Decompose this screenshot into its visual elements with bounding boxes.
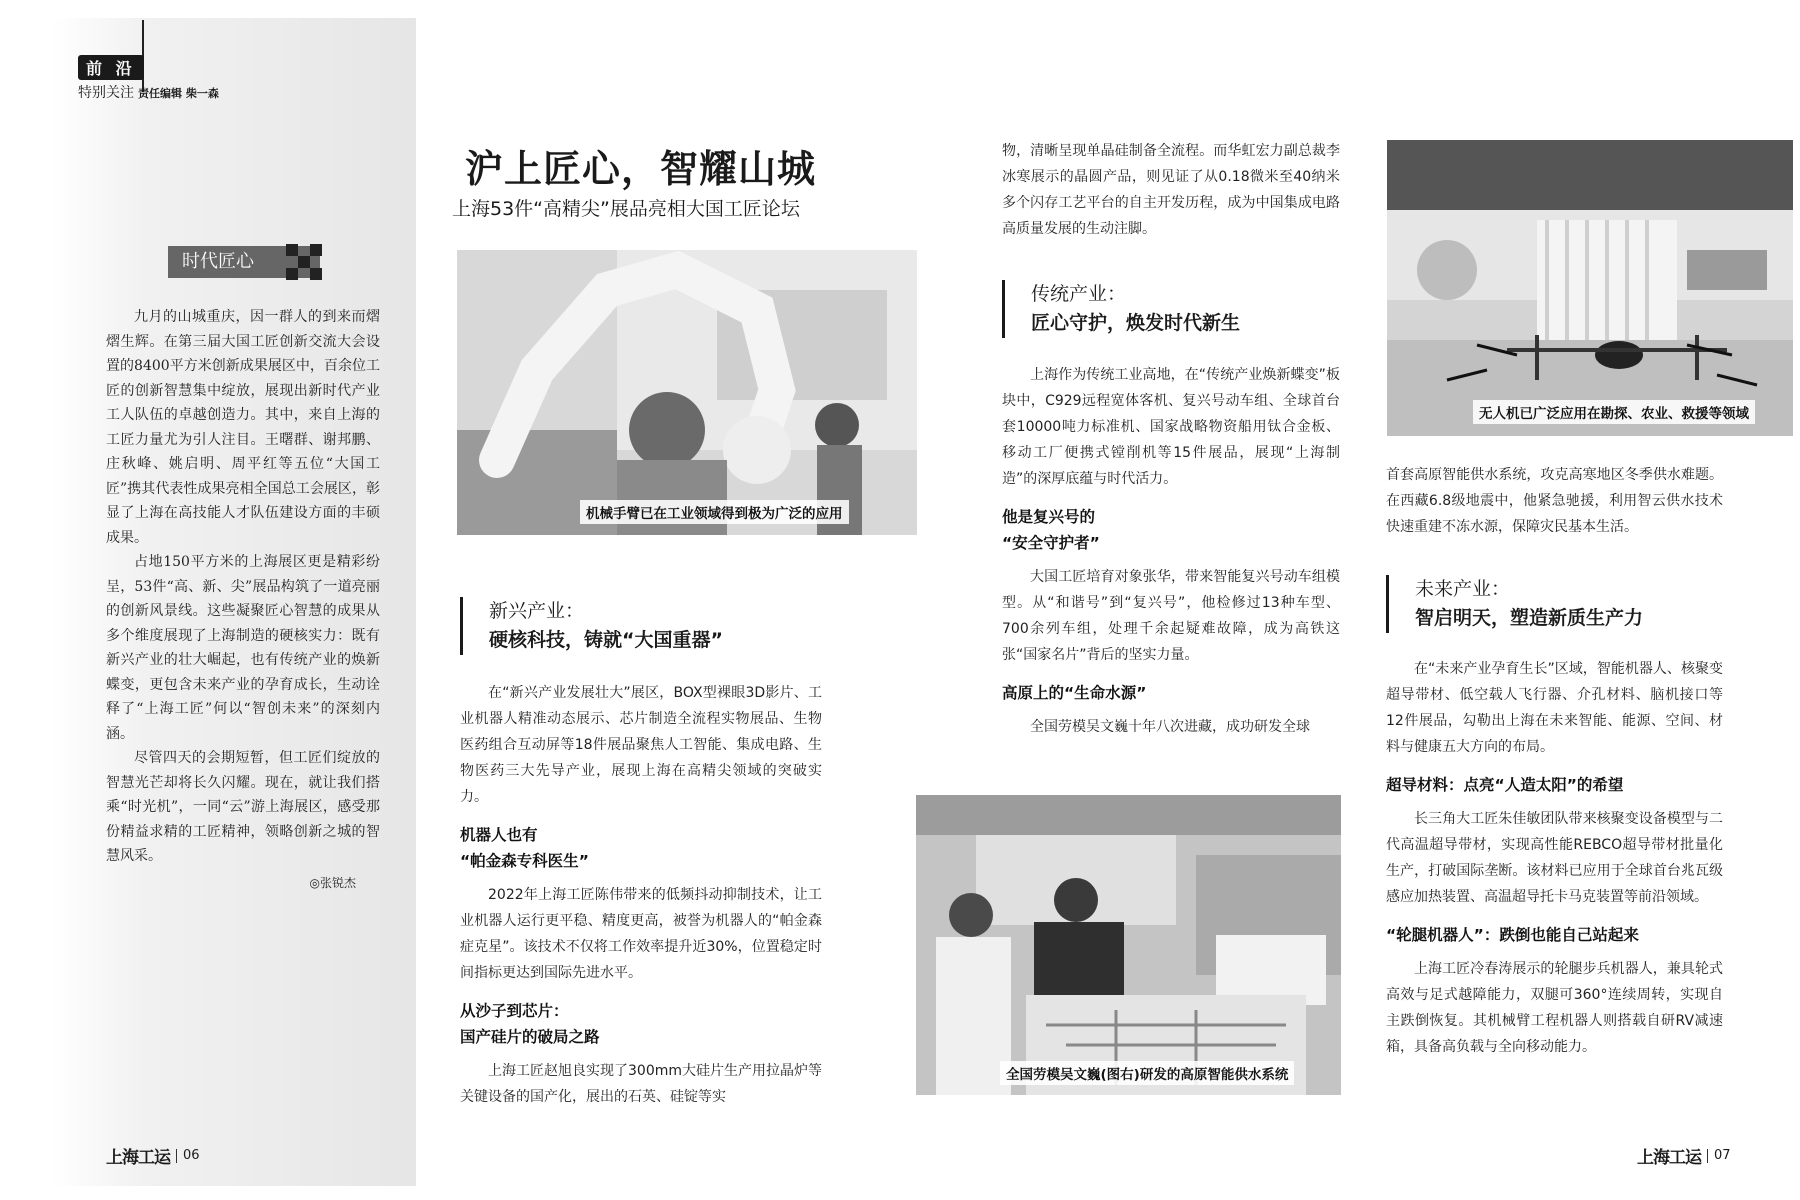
editor-credit: 责任编辑 柴一森 (138, 87, 219, 100)
body-paragraph: 在“未来产业孕育生长”区域，智能机器人、核聚变超导带材、低空载人飞行器、介孔材料、脑机接口等12件展品，勾勒出上海在未来智能、能源、空间、材料与健康五大方向的布局。 (1386, 661, 1723, 755)
body-paragraph: 上海工匠冷春涛展示的轮腿步兵机器人，兼具轮式高效与足式越障能力，双腿可360°连续周转，实现自主跌倒恢复。其机械臂工程机器人则搭载自研RV减速箱，具备高负载与全向移动能力。 (1386, 961, 1723, 1055)
column-middle-right (1002, 138, 1340, 242)
body-paragraph: 上海作为传统工业高地，在“传统产业焕新蝶变”板块中，C929远程宽体客机、复兴号动车组、全球首台套10000吨力标准机、国家战略物资船用钛合金板、移动工厂便携式镗削机等15件展品，展现“上海制造”的深厚底蕴与时代活力。 (1002, 367, 1340, 487)
page-number-right: 07 (1714, 1148, 1731, 1163)
column-middle-right-body (1002, 362, 1340, 740)
column-middle-left (460, 680, 822, 1110)
body-paragraph: 长三角大工匠朱佳敏团队带来核聚变设备模型与二代高温超导带材，实现高性能REBCO超导带材批量化生产，打破国际垄断。该材料已应用于全球首台兆瓦级感应加热装置、高温超导托卡马克装置等前沿领域。 (1386, 811, 1723, 905)
column-label-squares-icon (286, 244, 322, 280)
column-right-body (1386, 656, 1723, 1060)
subheading: 高原上的“生命水源” (1002, 684, 1147, 702)
article-title: 沪上匠心，智耀山城 (465, 146, 817, 191)
section-tag: 前 沿 (78, 55, 144, 80)
intro-column (106, 305, 380, 895)
drone-photo (1387, 140, 1793, 436)
magazine-logo: 上海工运 (1637, 1148, 1701, 1168)
drone-caption: 无人机已广泛应用在勘探、农业、救援等领域 (1473, 400, 1755, 424)
section-category: 特别关注 (78, 85, 134, 101)
section-heading-future: 未来产业： 智启明天，塑造新质生产力 (1386, 575, 1643, 633)
water-system-caption: 全国劳模吴文巍(图右)研发的高原智能供水系统 (1000, 1061, 1294, 1085)
subheading: 他是复兴号的 “安全守护者” (1002, 508, 1100, 552)
intro-paragraph: 尽管四天的会期短暂，但工匠们绽放的智慧光芒却将长久闪耀。现在，就让我们搭乘“时光机”，一同“云”游上海展区，感受那份精益求精的工匠精神，领略创新之城的智慧风采。 (106, 750, 380, 864)
article-subtitle: 上海53件“高精尖”展品亮相大国工匠论坛 (452, 198, 800, 220)
water-system-photo (916, 795, 1341, 1095)
subheading: “轮腿机器人”：跌倒也能自己站起来 (1386, 926, 1639, 944)
column-right-top (1386, 462, 1723, 540)
subheading: 机器人也有 “帕金森专科医生” (460, 826, 589, 870)
section-heading-traditional: 传统产业： 匠心守护，焕发时代新生 (1002, 280, 1240, 338)
robot-arm-photo (457, 250, 917, 535)
body-paragraph: 大国工匠培育对象张华，带来智能复兴号动车组模型。从“和谐号”到“复兴号”，他检修过13种车型、700余列车组，处理千余起疑难故障，成为高铁这张“国家名片”背后的坚实力量。 (1002, 569, 1340, 663)
subheading: 从沙子到芯片： 国产硅片的破局之路 (460, 1002, 600, 1046)
footer-left (106, 1143, 200, 1168)
footer-right (1637, 1143, 1731, 1168)
body-paragraph: 首套高原智能供水系统，攻克高寒地区冬季供水难题。在西藏6.8级地震中，他紧急驰援，利用智云供水技术快速重建不冻水源，保障灾民基本生活。 (1386, 467, 1723, 535)
intro-paragraph: 占地150平方米的上海展区更是精彩纷呈，53件“高、新、尖”展品构筑了一道亮丽的创新风景线。这些凝聚匠心智慧的成果从多个维度展现了上海制造的硬核实力：既有新兴产业的壮大崛起，也有传统产业的焕新蝶变，更包含未来产业的孕育成长，生动诠释了“上海工匠”何以“智创未来”的深刻内涵。 (106, 554, 380, 742)
body-paragraph: 在“新兴产业发展壮大”展区，BOX型裸眼3D影片、工业机器人精准动态展示、芯片制造全流程实物展品、生物医药组合互动屏等18件展品聚焦人工智能、集成电路、生物医药三大先导产业，展现上海在高精尖领域的突破实力。 (460, 685, 822, 805)
body-paragraph: 全国劳模吴文巍十年八次进藏，成功研发全球 (1030, 719, 1310, 735)
column-label: 时代匠心 (168, 246, 320, 278)
section-heading-emerging: 新兴产业： 硬核科技，铸就“大国重器” (460, 597, 723, 655)
page-header (78, 55, 219, 102)
body-paragraph: 上海工匠赵旭良实现了300mm大硅片生产用拉晶炉等关键设备的国产化，展出的石英、硅锭等实 (460, 1063, 822, 1105)
intro-paragraph: 九月的山城重庆，因一群人的到来而熠熠生辉。在第三届大国工匠创新交流大会设置的8400平方米创新成果展区中，百余位工匠的创新智慧集中绽放，展现出新时代产业工人队伍的卓越创造力。其中，来自上海的工匠力量尤为引人注目。王曙群、谢邦鹏、庄秋峰、姚启明、周平红等五位“大国工匠”携其代表性成果亮相全国总工会展区，彰显了上海在高技能人才队伍建设方面的丰硕成果。 (106, 309, 380, 546)
robot-arm-caption: 机械手臂已在工业领域得到极为广泛的应用 (580, 500, 849, 524)
author-credit: ◎张锐杰 (309, 875, 356, 890)
subheading: 超导材料：点亮“人造太阳”的希望 (1386, 776, 1624, 794)
body-paragraph: 物，清晰呈现单晶硅制备全流程。而华虹宏力副总裁李冰寒展示的晶圆产品，则见证了从0.18微米至40纳米多个闪存工艺平台的自主开发历程，成为中国集成电路高质量发展的生动注脚。 (1002, 143, 1340, 237)
body-paragraph: 2022年上海工匠陈伟带来的低频抖动抑制技术，让工业机器人运行更平稳、精度更高，被誉为机器人的“帕金森症克星”。该技术不仅将工作效率提升近30%，位置稳定时间指标更达到国际先进水平。 (460, 887, 822, 981)
page-number-left: 06 (183, 1148, 200, 1163)
magazine-logo: 上海工运 (106, 1148, 170, 1168)
